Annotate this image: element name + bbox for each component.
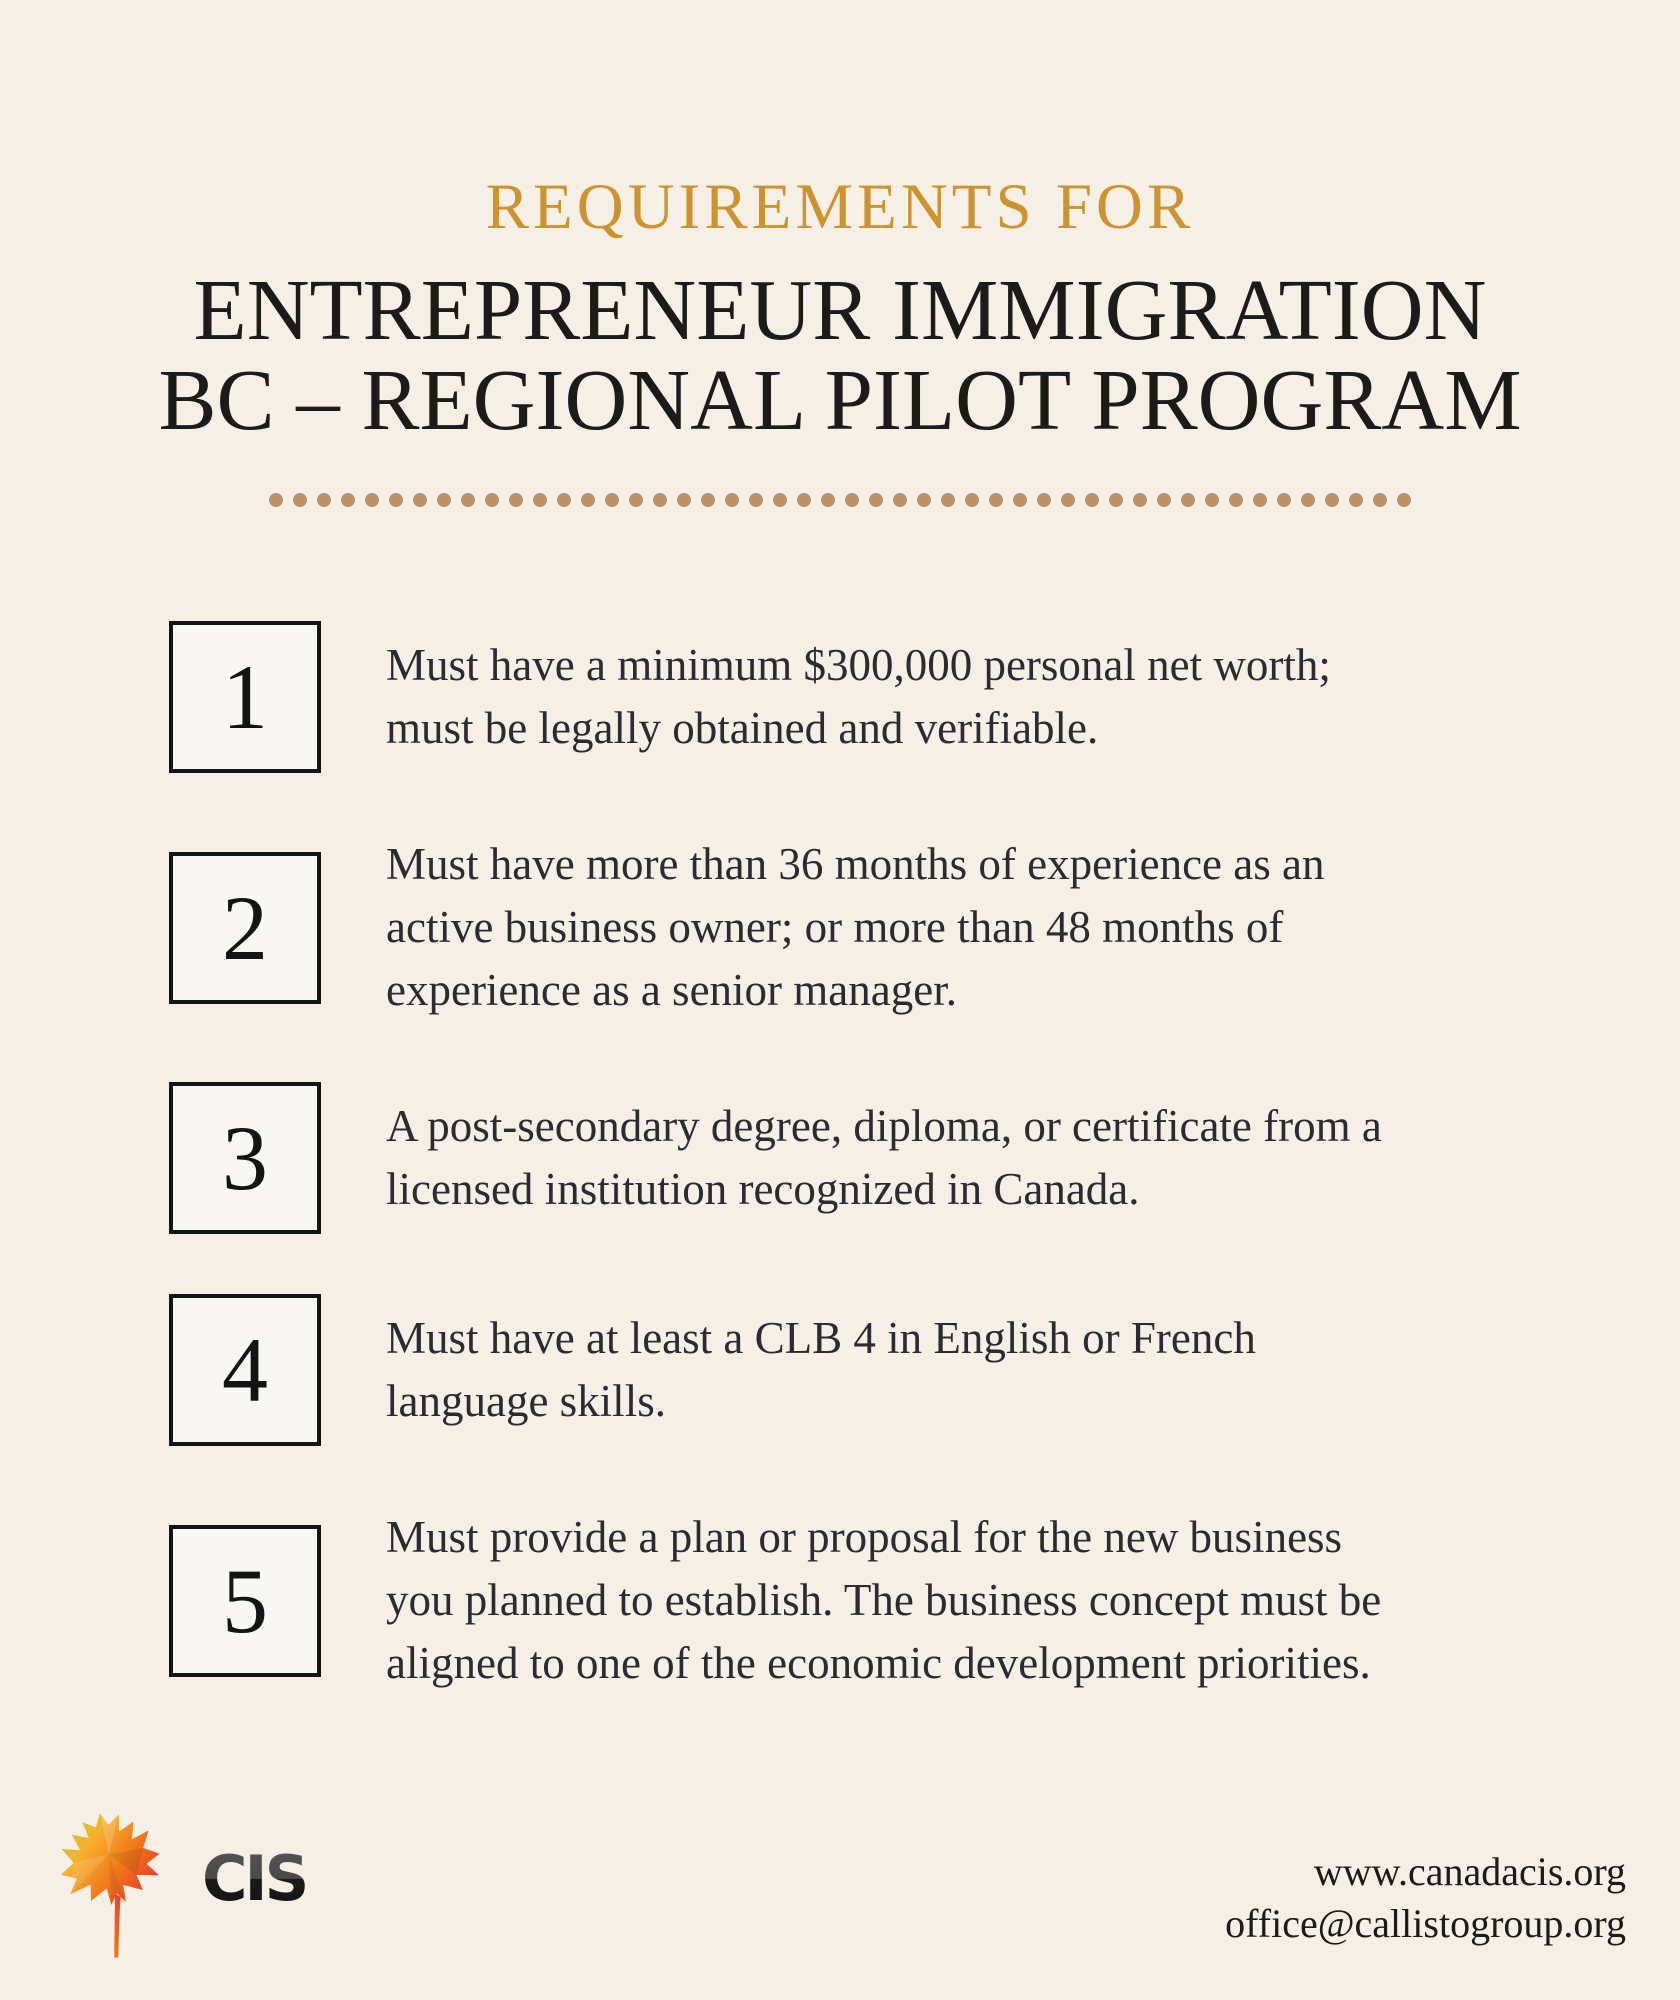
- requirement-number: 4: [222, 1319, 268, 1421]
- divider-dot: [749, 493, 763, 507]
- website-url: www.canadacis.org: [1313, 1849, 1626, 1894]
- divider-dot: [341, 493, 355, 507]
- divider-dot: [701, 493, 715, 507]
- divider-dot: [845, 493, 859, 507]
- requirement-number-box: [169, 1525, 321, 1677]
- divider-dot: [437, 493, 451, 507]
- requirement-number-box: [169, 852, 321, 1004]
- requirement-item-5: [169, 1506, 1680, 1695]
- divider-dot: [1181, 493, 1195, 507]
- requirement-item-3: [169, 1082, 1680, 1234]
- divider-dot: [1325, 493, 1339, 507]
- requirement-text: Must provide a plan or proposal for the new business you planned to establish. The business concept must be aligned to one of the economic development priorities.: [386, 1512, 1382, 1688]
- divider-dot: [557, 493, 571, 507]
- divider-dot: [485, 493, 499, 507]
- divider-dot: [1133, 493, 1147, 507]
- title-line-2: BC – REGIONAL PILOT PROGRAM: [158, 351, 1522, 448]
- divider-dot: [1037, 493, 1051, 507]
- requirement-number-box: [169, 1294, 321, 1446]
- eyebrow-heading: REQUIREMENTS FOR: [485, 171, 1195, 243]
- divider-dot: [989, 493, 1003, 507]
- requirement-item-1: [169, 621, 1680, 773]
- divider-dot: [509, 493, 523, 507]
- requirement-text: Must have at least a CLB 4 in English or French language skills.: [386, 1313, 1256, 1426]
- divider-dot: [389, 493, 403, 507]
- requirement-number-box: [169, 1082, 321, 1234]
- divider-dot: [1085, 493, 1099, 507]
- divider-dot: [317, 493, 331, 507]
- requirement-number: 2: [222, 876, 268, 979]
- maple-leaf-icon: [50, 1808, 179, 1966]
- divider-dot: [413, 493, 427, 507]
- divider-dot: [581, 493, 595, 507]
- dotted-divider: [0, 493, 1680, 507]
- divider-dot: [365, 493, 379, 507]
- requirement-text: Must have a minimum $300,000 personal net worth; must be legally obtained and verifiable.: [386, 640, 1331, 753]
- divider-dot: [653, 493, 667, 507]
- divider-dot: [1277, 493, 1291, 507]
- requirement-text: Must have more than 36 months of experience as an active business owner; or more than 48 months of experience as a senior manager.: [386, 839, 1325, 1015]
- requirements-list: [0, 621, 1680, 1695]
- logo-text: CIS: [202, 1842, 307, 1915]
- contact-info: [1225, 1846, 1626, 1950]
- requirement-item-2: [169, 833, 1680, 1022]
- divider-dot: [965, 493, 979, 507]
- divider-dot: [869, 493, 883, 507]
- requirement-number-box: [169, 621, 321, 773]
- divider-dot: [677, 493, 691, 507]
- divider-dot: [1229, 493, 1243, 507]
- divider-dot: [725, 493, 739, 507]
- divider-dot: [1373, 493, 1387, 507]
- requirement-number: 3: [222, 1107, 268, 1209]
- requirement-item-4: [169, 1294, 1680, 1446]
- page-title: [0, 261, 1680, 448]
- divider-dot: [1205, 493, 1219, 507]
- divider-dot: [773, 493, 787, 507]
- divider-dot: [1013, 493, 1027, 507]
- title-line-1: ENTREPRENEUR IMMIGRATION: [193, 261, 1487, 358]
- divider-dot: [1253, 493, 1267, 507]
- divider-dot: [1061, 493, 1075, 507]
- divider-dot: [1301, 493, 1315, 507]
- divider-dot: [941, 493, 955, 507]
- divider-dot: [893, 493, 907, 507]
- requirement-number: 1: [222, 646, 268, 748]
- email-address: office@callistogroup.org: [1225, 1901, 1626, 1946]
- requirement-number: 5: [222, 1549, 268, 1652]
- requirement-text: A post-secondary degree, diploma, or certificate from a licensed institution recognized in Canada.: [386, 1101, 1382, 1214]
- divider-dot: [533, 493, 547, 507]
- divider-dot: [1157, 493, 1171, 507]
- divider-dot: [917, 493, 931, 507]
- divider-dot: [629, 493, 643, 507]
- divider-dot: [605, 493, 619, 507]
- divider-dot: [1397, 493, 1411, 507]
- divider-dot: [461, 493, 475, 507]
- divider-dot: [1349, 493, 1363, 507]
- maple-leaf-logo: [50, 1808, 310, 1978]
- divider-dot: [269, 493, 283, 507]
- divider-dot: [1109, 493, 1123, 507]
- divider-dot: [797, 493, 811, 507]
- divider-dot: [821, 493, 835, 507]
- divider-dot: [293, 493, 307, 507]
